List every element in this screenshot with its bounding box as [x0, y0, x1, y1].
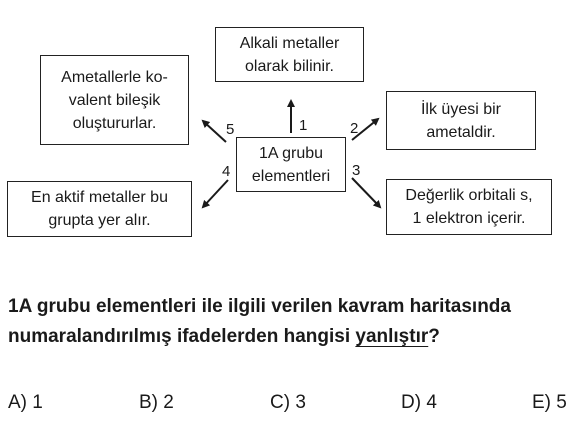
branch-2-text: İlk üyesi bir ametaldir.	[420, 100, 502, 141]
branch-1-box	[215, 27, 364, 82]
option-c[interactable]: C) 3	[270, 392, 306, 413]
question-text	[8, 292, 573, 352]
arrow-4	[203, 180, 228, 207]
branch-4-text: En aktif metaller bu grupta yer alır.	[31, 189, 168, 229]
branch-4-number: 4	[222, 163, 231, 180]
branch-1-number: 1	[299, 117, 308, 134]
branch-5-number: 5	[226, 121, 235, 138]
option-a[interactable]: A) 1	[8, 392, 43, 413]
branch-4-box	[7, 181, 192, 237]
option-d[interactable]: D) 4	[401, 392, 437, 413]
center-concept-text: 1A grubu elementleri	[251, 144, 331, 185]
branch-3-box	[386, 179, 552, 235]
branch-3-number: 3	[352, 162, 361, 179]
option-e[interactable]: E) 5	[532, 392, 567, 413]
option-b[interactable]: B) 2	[139, 392, 174, 413]
question-mark: ?	[428, 326, 440, 347]
question-underlined-word: yanlıştır	[355, 326, 429, 347]
branch-2-box	[386, 91, 536, 150]
branch-3-text: Değerlik orbitali s, 1 elektron içerir.	[405, 187, 533, 227]
question-main: 1A grubu elementleri ile ilgili verilen kavram haritasında numaralandırılmış ifadelerden hangisi	[8, 296, 511, 347]
arrow-3	[352, 178, 380, 207]
branch-2-number: 2	[350, 120, 359, 137]
center-concept-box	[236, 137, 346, 192]
branch-1-text: Alkali metaller olarak bilinir.	[239, 34, 340, 75]
arrow-5	[203, 121, 226, 142]
branch-5-text: Ametallerle ko- valent bileşik oluştururlar.	[61, 68, 168, 132]
branch-5-box	[40, 55, 189, 145]
